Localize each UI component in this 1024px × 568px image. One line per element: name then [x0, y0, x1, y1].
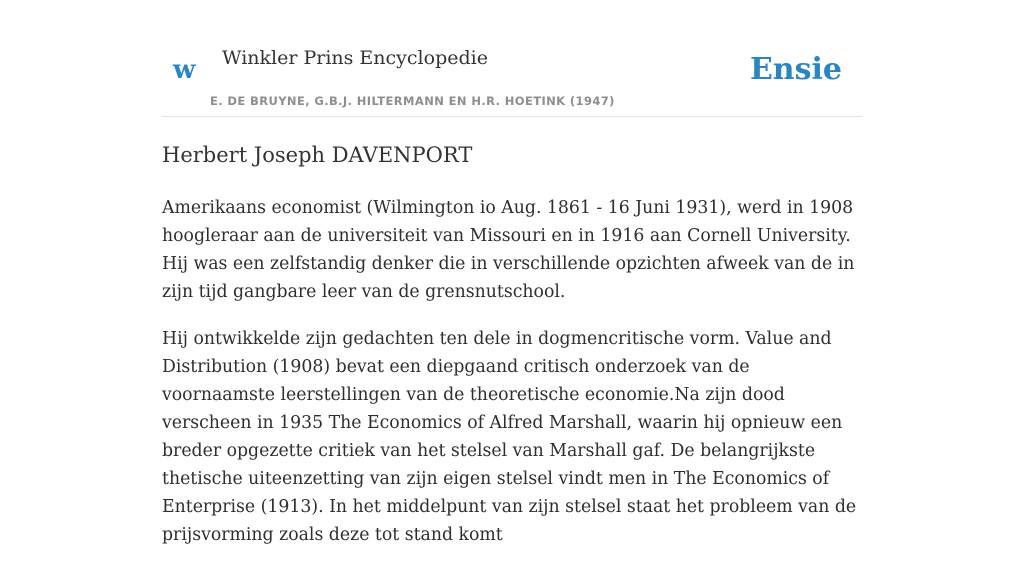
article-paragraph: Hij ontwikkelde zijn gedachten ten dele in dogmencritische vorm. Value and Distribution (1908) bevat een diepgaand critisch onderzoek van de voornaamste leerstellingen van de theoretische economie.Na zijn dood verscheen in 1935 The Economics of Alfred Marshall, waarin hij opnieuw een breder opgezette critiek van het stelsel van Marshall gaf. De belangrijkste thetische uiteenzetting van zijn eigen stelsel vindt men in The Economics of Enterprise (1913). In het middelpunt van zijn stelsel staat het probleem van de prijsvorming zoals deze tot stand komt [162, 329, 857, 545]
article-title: Herbert Joseph DAVENPORT [162, 143, 473, 167]
site-header [162, 0, 862, 117]
source-title[interactable]: Winkler Prins Encyclopedie [222, 47, 488, 69]
winkler-prins-logo[interactable]: w [173, 55, 196, 85]
article [162, 138, 862, 568]
source-authors: E. DE BRUYNE, G.B.J. HILTERMANN EN H.R. HOETINK (1947) [210, 94, 615, 108]
ensie-logo[interactable]: Ensie [749, 52, 842, 87]
article-paragraph: Amerikaans economist (Wilmington io Aug. 1861 - 16 Juni 1931), werd in 1908 hoogleraar aan de universiteit van Missouri en in 1916 aan Cornell University. Hij was een zelfstandig denker die in verschillende opzichten afweek van de in zijn tijd gangbare leer van de grensnutschool. [162, 198, 855, 302]
